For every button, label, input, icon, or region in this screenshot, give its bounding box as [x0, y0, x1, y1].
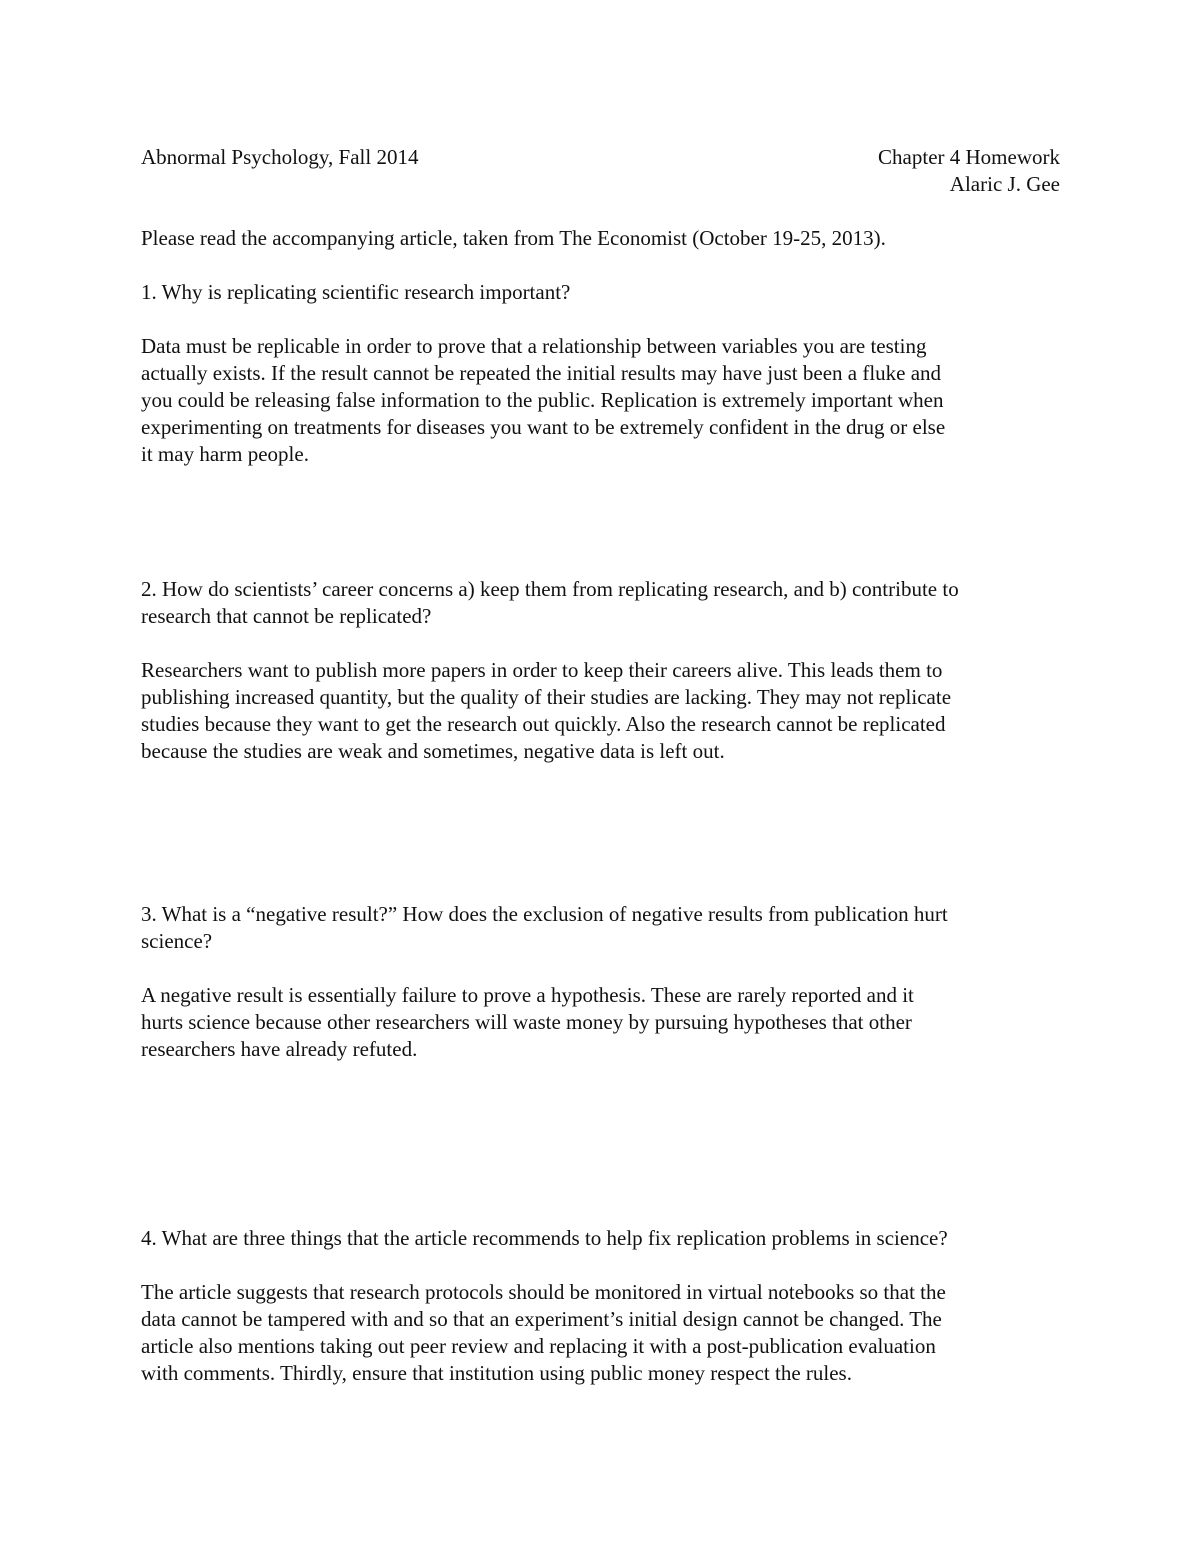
answer-line: publishing increased quantity, but the quality of their studies are lacking. They may not replicate: [141, 685, 952, 709]
answer-line: because the studies are weak and sometimes, negative data is left out.: [141, 739, 725, 763]
answer-line: studies because they want to get the research out quickly. Also the research cannot be replicated: [141, 712, 946, 736]
answer-3: [141, 982, 1066, 1063]
question-line: science?: [141, 929, 213, 953]
answer-line: article also mentions taking out peer review and replacing it with a post-publication evaluation: [141, 1334, 936, 1358]
course-title: Abnormal Psychology, Fall 2014: [141, 145, 419, 169]
intro-paragraph: [141, 225, 1066, 252]
student-name: Alaric J. Gee: [949, 172, 1060, 196]
question-3: [141, 901, 1066, 955]
answer-line: Data must be replicable in order to prove that a relationship between variables you are testing: [141, 334, 927, 358]
answer-line: researchers have already refuted.: [141, 1037, 418, 1061]
answer-2: [141, 657, 1066, 765]
assignment-title: Chapter 4 Homework: [878, 145, 1060, 169]
answer-line: The article suggests that research protocols should be monitored in virtual notebooks so that the: [141, 1280, 946, 1304]
question-line: 2. How do scientists’ career concerns a) keep them from replicating research, and b) contribute to: [141, 577, 959, 601]
answer-line: data cannot be tampered with and so that an experiment’s initial design cannot be changed. The: [141, 1307, 942, 1331]
answer-line: A negative result is essentially failure to prove a hypothesis. These are rarely reported and it: [141, 983, 914, 1007]
question-line: research that cannot be replicated?: [141, 604, 432, 628]
answer-1: [141, 333, 1066, 468]
answer-line: actually exists. If the result cannot be repeated the initial results may have just been a fluke and: [141, 361, 942, 385]
question-line: 4. What are three things that the article recommends to help fix replication problems in science?: [141, 1226, 948, 1250]
question-2: [141, 576, 1066, 630]
answer-line: with comments. Thirdly, ensure that institution using public money respect the rules.: [141, 1361, 852, 1385]
answer-4: [141, 1279, 1066, 1387]
header-right: [878, 144, 1060, 198]
answer-line: Researchers want to publish more papers in order to keep their careers alive. This leads them to: [141, 658, 943, 682]
answer-line: it may harm people.: [141, 442, 309, 466]
answer-line: you could be releasing false information to the public. Replication is extremely important when: [141, 388, 944, 412]
question-line: 1. Why is replicating scientific research important?: [141, 280, 571, 304]
question-4: [141, 1225, 1066, 1252]
intro-line: Please read the accompanying article, taken from The Economist (October 19-25, 2013).: [141, 226, 886, 250]
answer-line: hurts science because other researchers will waste money by pursuing hypotheses that other: [141, 1010, 912, 1034]
answer-line: experimenting on treatments for diseases you want to be extremely confident in the drug or else: [141, 415, 946, 439]
question-1: [141, 279, 1066, 306]
question-line: 3. What is a “negative result?” How does the exclusion of negative results from publication hurt: [141, 902, 948, 926]
